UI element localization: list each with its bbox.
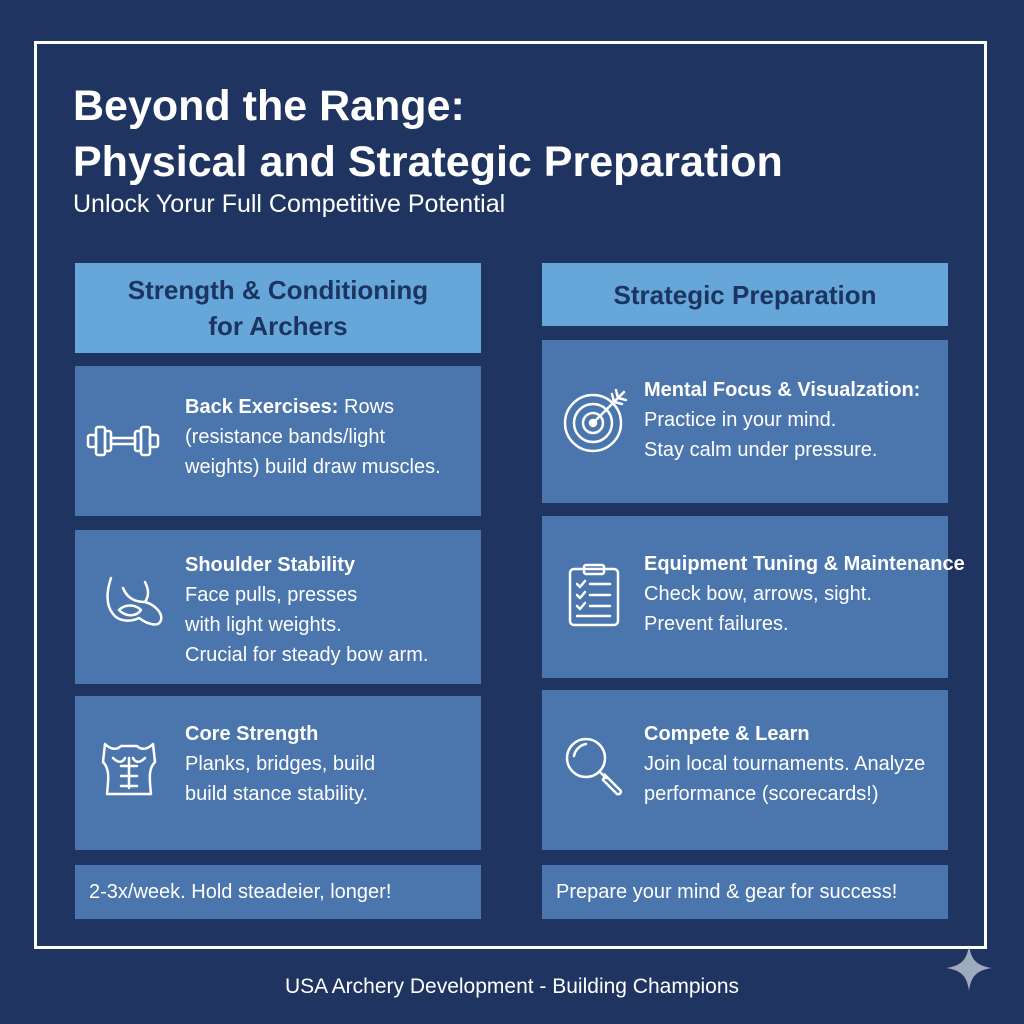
equipment-tuning-card — [542, 516, 965, 678]
right-footer — [542, 865, 948, 919]
strategic-preparation-header — [542, 263, 948, 326]
compete-learn-text — [644, 719, 925, 809]
title-line-1: Beyond the Range: — [73, 82, 465, 130]
back-exercises-card — [75, 366, 481, 516]
left-header-line-1: Strength & Conditioning — [127, 275, 429, 305]
mental-focus-card — [542, 340, 948, 503]
title-line-2: Physical and Strategic Preparation — [73, 138, 783, 186]
card-line: Stay calm under pressure. — [644, 439, 878, 461]
mental-focus-text — [644, 375, 920, 465]
left-footer-text: 2-3x/week. Hold steadeier, longer! — [89, 881, 392, 903]
core-strength-card — [75, 696, 481, 850]
card-line: weights) build draw muscles. — [185, 456, 441, 478]
core-strength-text — [185, 719, 375, 809]
card-line: Crucial for steady bow arm. — [185, 644, 429, 666]
target-icon — [560, 386, 630, 456]
card-heading: Equipment Tuning & Maintenance — [644, 553, 965, 575]
card-line: Rows — [344, 396, 395, 418]
card-line: with light weights. — [185, 614, 342, 636]
clipboard-checklist-icon — [562, 563, 626, 627]
card-heading: Shoulder Stability — [185, 554, 356, 576]
torso-icon — [97, 736, 161, 800]
card-line: (resistance bands/light — [185, 426, 386, 448]
card-line: performance (scorecards!) — [644, 783, 879, 805]
card-line: Face pulls, presses — [185, 584, 358, 606]
right-footer-text: Prepare your mind & gear for success! — [556, 881, 898, 903]
left-footer — [75, 865, 481, 919]
card-line: build stance stability. — [185, 783, 369, 805]
equipment-tuning-text — [644, 549, 965, 639]
card-heading: Mental Focus & Visualzation: — [644, 379, 921, 401]
dumbbell-icon — [85, 409, 161, 473]
bottom-caption: USA Archery Development - Building Champions — [284, 975, 740, 998]
left-header-line-2: for Archers — [208, 311, 348, 341]
card-line: Practice in your mind. — [644, 409, 837, 431]
shoulder-icon — [101, 570, 165, 634]
page-subtitle: Unlock Yorur Full Competitive Potential — [73, 190, 506, 218]
strength-conditioning-header — [75, 263, 481, 353]
shoulder-stability-card — [75, 530, 481, 684]
card-heading: Back Exercises: — [185, 396, 339, 418]
card-line: Check bow, arrows, sight. — [644, 583, 872, 605]
right-header-label: Strategic Preparation — [613, 279, 877, 310]
card-heading: Core Strength — [185, 723, 319, 745]
page-title — [73, 78, 783, 190]
card-line: Join local tournaments. Analyze — [644, 753, 926, 775]
shoulder-stability-text — [185, 550, 428, 670]
card-heading: Compete & Learn — [644, 723, 810, 745]
back-exercises-text — [185, 392, 441, 482]
magnifier-icon — [562, 734, 626, 798]
compete-learn-card — [542, 690, 948, 850]
card-line: Prevent failures. — [644, 613, 789, 635]
sparkle-icon — [944, 943, 994, 993]
card-line: Planks, bridges, build — [185, 753, 376, 775]
